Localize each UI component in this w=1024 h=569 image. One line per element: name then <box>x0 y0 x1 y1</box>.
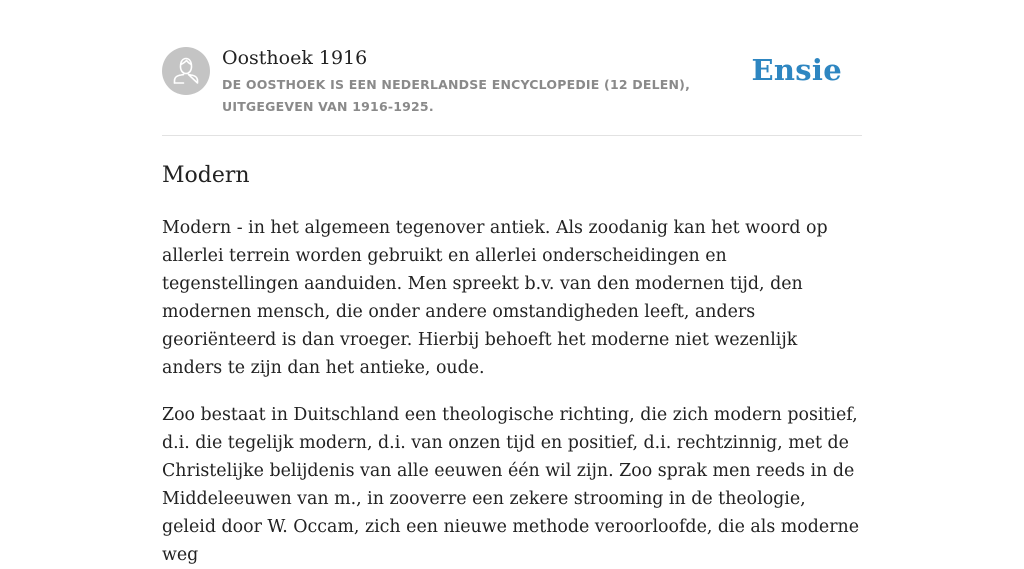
source-title-link[interactable]: Oosthoek 1916 <box>222 47 368 69</box>
source-description: DE OOSTHOEK IS EEN NEDERLANDSE ENCYCLOPEDIE (12 DELEN), UITGEGEVEN VAN 1916-1925. <box>222 77 691 114</box>
avatar[interactable] <box>162 47 210 95</box>
article-paragraph: Modern - in het algemeen tegenover antiek. Als zoodanig kan het woord op allerlei terrein worden gebruikt en allerlei onderscheidingen en tegenstellingen aanduiden. Men spreekt b.v. van den modernen tijd, den modernen mensch, die onder andere omstandigheden leeft, anders georiënteerd is dan vroeger. Hierbij behoeft het moderne niet wezenlijk anders te zijn dan het antieke, oude. <box>162 218 828 378</box>
brand-logo-link[interactable]: Ensie <box>751 53 842 87</box>
article-paragraph: Zoo bestaat in Duitschland een theologische richting, die zich modern positief, d.i. die tegelijk modern, d.i. van onzen tijd en positief, d.i. rechtzinnig, met de Christelijke belijdenis van alle eeuwen één wil zijn. Zoo sprak men reeds in de Middeleeuwen van m., in zooverre een zekere strooming in de theologie, geleid door W. Occam, zich een nieuwe methode veroorloofde, die als moderne weg <box>162 405 859 565</box>
user-icon <box>162 47 210 95</box>
source-header <box>162 0 862 136</box>
article-title: Modern <box>162 163 250 188</box>
article-body <box>162 214 862 569</box>
source-info <box>222 46 762 118</box>
page <box>162 0 862 569</box>
